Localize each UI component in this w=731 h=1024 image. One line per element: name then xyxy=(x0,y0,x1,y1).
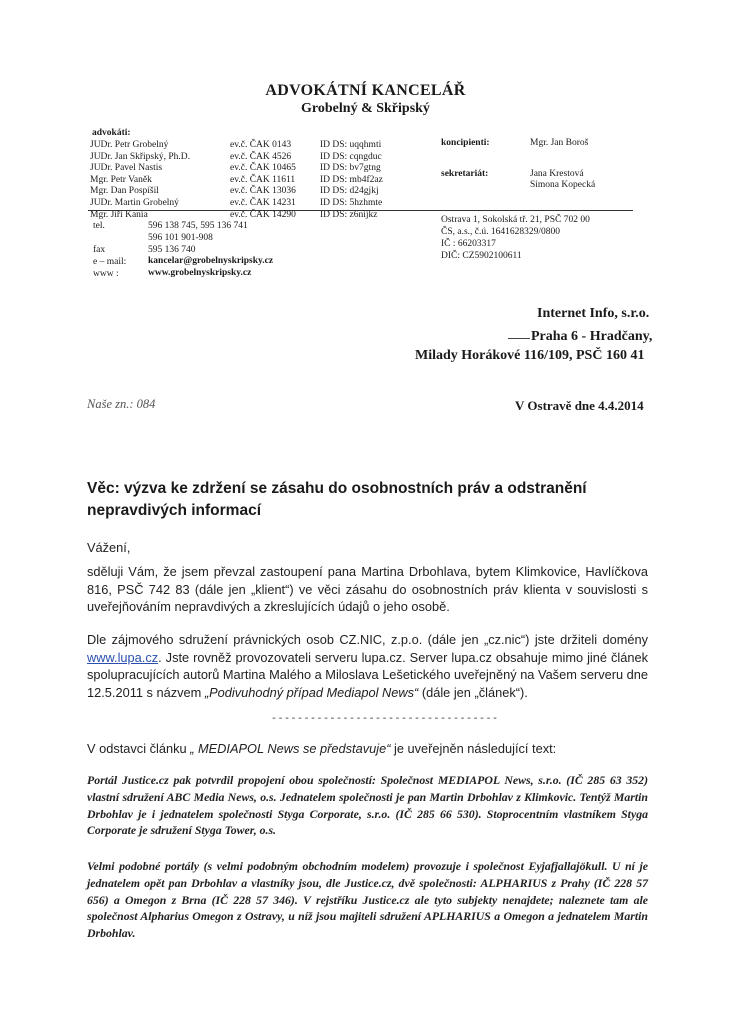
greeting: Vážení, xyxy=(87,540,131,555)
koncipienti-value: Mgr. Jan Boroš xyxy=(530,138,589,148)
reference-number: Naše zn.: 084 xyxy=(87,397,156,411)
fax-value: 595 136 740 xyxy=(148,245,196,255)
lawyer-cak: ev.č. ČAK 10465 xyxy=(230,163,296,174)
article-title: „Podivuhodný případ Mediapol News“ xyxy=(204,684,419,700)
lawyer-cak: ev.č. ČAK 13036 xyxy=(230,186,296,197)
email-label: e – mail: xyxy=(93,257,127,267)
paragraph-2-text-a: Dle zájmového sdružení právnických osob CZ.NIC, z.p.o. (dále jen „cz.nic“) jste držiteli domény xyxy=(87,632,648,647)
lawyer-cak: ev.č. ČAK 14290 xyxy=(230,209,296,220)
recipient-dash-line xyxy=(508,338,530,339)
lawyer-cak: ev.č. ČAK 14231 xyxy=(230,197,296,208)
recipient-street: Milady Horákové 116/109, PSČ 160 41 xyxy=(415,348,645,363)
letter-date: V Ostravě dne 4.4.2014 xyxy=(515,398,644,413)
paragraph-3-text-b: je uveřejněn následující text: xyxy=(390,741,557,756)
lawyer-name: JUDr. Martin Grobelný xyxy=(90,197,179,208)
tel-value-1: 596 138 745, 595 136 741 xyxy=(148,221,248,231)
lawyer-name: Mgr. Jiří Kania xyxy=(90,209,148,220)
lawyer-name: JUDr. Jan Skřipský, Ph.D. xyxy=(90,151,191,162)
paragraph-1: sděluji Vám, že jsem převzal zastoupení pana Martina Drbohlava, bytem Klimkovice, Havlíčkova 816, PSČ 742 83 (dále jen „klient“) ve věci zásahu do osobnostních práv klienta v souvislosti s uveřejňováním nepravdivých a zkreslujících údajů o jeho osobě. xyxy=(87,564,648,615)
office-bank: ČS, a.s., č.ú. 1641628329/0800 xyxy=(441,227,561,237)
lawyer-name: JUDr. Petr Grobelný xyxy=(90,140,169,150)
lawyer-name: Mgr. Petr Vaněk xyxy=(90,174,152,185)
letterhead-title: ADVOKÁTNÍ KANCELÁŘ xyxy=(265,82,466,99)
lawyer-cak: ev.č. ČAK 4526 xyxy=(230,151,292,162)
fax-label: fax xyxy=(93,245,106,255)
tel-label: tel. xyxy=(93,221,105,231)
lawyer-cak: ev.č. ČAK 0143 xyxy=(230,140,292,150)
email-link[interactable]: kancelar@grobelnyskripsky.cz xyxy=(148,256,274,266)
letterhead-divider xyxy=(88,210,633,211)
lawyer-cak: ev.č. ČAK 11611 xyxy=(230,174,296,185)
lawyers-heading: advokáti: xyxy=(92,128,131,138)
sekretariat-name-1: Jana Krestová xyxy=(530,169,584,179)
lawyer-ds: ID DS: uqqhmti xyxy=(320,140,382,150)
paragraph-2 xyxy=(87,631,648,701)
koncipienti-label: koncipienti: xyxy=(441,138,490,148)
lawyer-name: Mgr. Dan Pospíšil xyxy=(90,186,159,197)
section-title: „ MEDIAPOL News se představuje“ xyxy=(190,741,391,756)
recipient-city: Praha 6 - Hradčany, xyxy=(531,329,653,344)
lawyer-ds: ID DS: z6nijkz xyxy=(320,209,378,220)
tel-value-2: 596 101 901-908 xyxy=(148,233,213,243)
paragraph-2-text-b: . Jste rovněž provozovateli serveru lupa.cz. Server lupa.cz obsahuje mimo jiné článek spolupracujících autorů Martina Malého a Miloslava Lešetického uveřejněný na Vašem serveru dne 12.5.2011 s názvem xyxy=(87,649,648,700)
sekretariat-label: sekretariát: xyxy=(441,169,489,179)
quote-paragraph-1: Portál Justice.cz pak potvrdil propojení obou společností: Společnost MEDIAPOL News, s.r.o. (IČ 285 63 352) vlastní sdružení ABC Media News, o.s. Jednatelem společnosti je pan Martin Drbohlav z Klimkovic. Tentýž Martin Drbohlav je i jednatelem společnosti Styga Corporate, s.r.o. (IČ 285 66 530). Stoprocentním vlastníkem Styga Corporate je sdružení Styga Tower, o.s. xyxy=(87,773,648,838)
section-divider: ----------------------------------- xyxy=(271,714,499,725)
office-ic: IČ : 66203317 xyxy=(441,239,496,249)
lawyer-ds: ID DS: cqngduc xyxy=(320,151,382,162)
paragraph-3-text-a: V odstavci článku xyxy=(87,741,191,756)
recipient-company: Internet Info, s.r.o. xyxy=(537,306,650,321)
lawyer-ds: ID DS: d24gjkj xyxy=(320,186,379,197)
lawyer-name: JUDr. Pavel Nastis xyxy=(90,163,163,174)
quote-paragraph-2: Velmi podobné portály (s velmi podobným obchodním modelem) provozuje i společnost Eyjafjallajökull. U ní je jednatelem opět pan Drbohlav a vlastníky jsou, dle Justice.cz, dvě společnosti: ALPHARIUS z Prahy (IČ 228 57 656) a Omegon z Brna (IČ 228 57 346). V rejstříku Justice.cz ale tyto subjekty nenajdete; naleznete tam ale společnost Alpharius Omegon z Ostravy, u níž jsou majiteli sdružení APLHARIUS a Omegon a jednatelem Martin Drbohlav. xyxy=(87,859,648,941)
website-link[interactable]: www.grobelnyskripsky.cz xyxy=(148,268,252,278)
office-dic: DIČ: CZ5902100611 xyxy=(441,251,522,261)
paragraph-3 xyxy=(87,740,648,758)
sekretariat-name-2: Simona Kopecká xyxy=(530,180,596,190)
lawyer-ds: ID DS: 5hzhmte xyxy=(320,197,383,208)
lawyer-ds: ID DS: bv7gtng xyxy=(320,163,381,174)
www-label: www : xyxy=(93,269,119,279)
lawyer-ds: ID DS: mb4f2az xyxy=(320,174,383,185)
lupa-link[interactable]: www.lupa.cz xyxy=(87,649,159,665)
subject-heading: Věc: výzva ke zdržení se zásahu do osobnostních práv a odstranění nepravdivých informací xyxy=(87,480,587,519)
letterhead-subtitle: Grobelný & Skřipský xyxy=(301,101,430,116)
office-address: Ostrava 1, Sokolská tř. 21, PSČ 702 00 xyxy=(441,215,590,225)
paragraph-2-text-c: (dále jen „článek“). xyxy=(418,684,528,700)
